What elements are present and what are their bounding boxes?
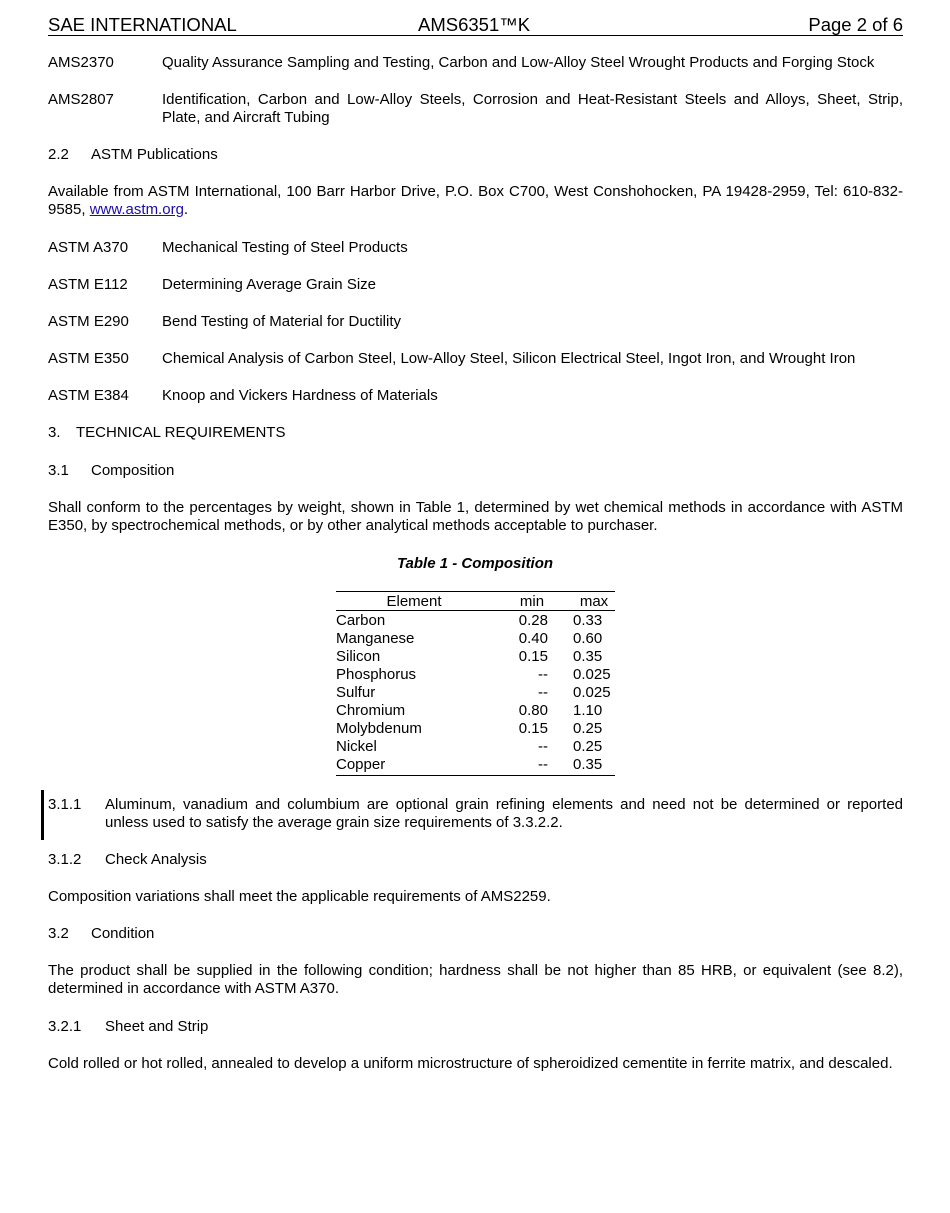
astm-website-link[interactable]: www.astm.org bbox=[89, 201, 184, 218]
table-cell-max: 0.35 bbox=[573, 756, 603, 773]
table-cell-min: 0.15 bbox=[518, 648, 548, 665]
reference-code: ASTM A370 bbox=[48, 239, 129, 256]
reference-title: Knoop and Vickers Hardness of Materials bbox=[162, 387, 438, 404]
reference-code: ASTM E350 bbox=[48, 350, 129, 367]
table-cell-min: -- bbox=[538, 684, 548, 701]
table-cell-min: 0.40 bbox=[518, 630, 548, 647]
table-cell-max: 0.35 bbox=[573, 648, 603, 665]
table-cell-max: 0.25 bbox=[573, 738, 603, 755]
reference-title: Bend Testing of Material for Ductility bbox=[162, 313, 401, 330]
section-number: 3.2.1 bbox=[48, 1018, 82, 1035]
header-page-number: Page 2 of 6 bbox=[808, 14, 903, 35]
table-cell-element: Sulfur bbox=[336, 684, 376, 701]
reference-title: Quality Assurance Sampling and Testing, Carbon and Low-Alloy Steel Wrought Products and Forging Stock bbox=[162, 54, 875, 71]
table-cell-min: 0.80 bbox=[518, 702, 548, 719]
section-title: Condition bbox=[91, 925, 155, 942]
table-cell-max: 0.60 bbox=[573, 630, 603, 647]
grain-refining-paragraph: Aluminum, vanadium and columbium are optional grain refining elements and need not be determined or reported unless used to satisfy the average grain size requirements of 3.3.2.2. bbox=[105, 796, 903, 831]
section-title: Composition bbox=[91, 462, 175, 479]
reference-code: AMS2370 bbox=[48, 54, 114, 71]
table-top-rule bbox=[336, 591, 615, 592]
availability-text: Available from ASTM International, 100 Barr Harbor Drive, P.O. Box C700, West Conshohocken, PA 19428-2959, Tel: 610-832-9585, bbox=[48, 183, 903, 218]
table-cell-element: Carbon bbox=[336, 612, 386, 629]
section-title: ASTM Publications bbox=[91, 146, 218, 163]
composition-paragraph: Shall conform to the percentages by weight, shown in Table 1, determined by wet chemical methods in accordance with ASTM E350, by spectrochemical methods, or by other analytical methods acceptable to purchaser. bbox=[48, 499, 903, 534]
table-cell-element: Copper bbox=[336, 756, 386, 773]
table-cell-min: 0.28 bbox=[518, 612, 548, 629]
table-cell-max: 0.33 bbox=[573, 612, 603, 629]
reference-title: Chemical Analysis of Carbon Steel, Low-Alloy Steel, Silicon Electrical Steel, Ingot Iron, and Wrought Iron bbox=[162, 350, 856, 367]
section-number: 3.2 bbox=[48, 925, 69, 942]
table-header-element: Element bbox=[386, 593, 442, 610]
table-header-rule bbox=[336, 610, 615, 611]
table-cell-min: -- bbox=[538, 666, 548, 683]
table-cell-element: Manganese bbox=[336, 630, 415, 647]
condition-paragraph: The product shall be supplied in the following condition; hardness shall be not higher than 85 HRB, or equivalent (see 8.2), determined in accordance with ASTM A370. bbox=[48, 962, 903, 997]
section-number: 3. bbox=[48, 424, 61, 441]
table-cell-max: 1.10 bbox=[573, 702, 603, 719]
page-header bbox=[48, 14, 903, 36]
astm-availability-paragraph bbox=[48, 183, 903, 219]
availability-suffix: . bbox=[183, 201, 189, 218]
section-title: Check Analysis bbox=[105, 851, 207, 868]
table-cell-min: -- bbox=[538, 756, 548, 773]
table-cell-min: -- bbox=[538, 738, 548, 755]
table-bottom-rule bbox=[336, 775, 615, 776]
reference-title: Determining Average Grain Size bbox=[162, 276, 376, 293]
table-cell-max: 0.025 bbox=[573, 684, 611, 701]
reference-title: Identification, Carbon and Low-Alloy Steels, Corrosion and Heat-Resistant Steels and Alloys, Sheet, Strip, Plate, and Aircraft Tubing bbox=[162, 91, 903, 126]
reference-code: ASTM E384 bbox=[48, 387, 129, 404]
reference-code: AMS2807 bbox=[48, 91, 114, 108]
section-title: TECHNICAL REQUIREMENTS bbox=[76, 424, 286, 441]
table-cell-element: Nickel bbox=[336, 738, 377, 755]
table-cell-element: Molybdenum bbox=[336, 720, 422, 737]
reference-code: ASTM E290 bbox=[48, 313, 129, 330]
check-analysis-paragraph: Composition variations shall meet the applicable requirements of AMS2259. bbox=[48, 888, 551, 905]
header-org: SAE INTERNATIONAL bbox=[48, 14, 237, 35]
table-cell-max: 0.025 bbox=[573, 666, 611, 683]
table-cell-element: Phosphorus bbox=[336, 666, 417, 683]
table-cell-element: Silicon bbox=[336, 648, 381, 665]
section-number: 2.2 bbox=[48, 146, 69, 163]
section-number: 3.1.1 bbox=[48, 796, 82, 813]
table-cell-min: 0.15 bbox=[518, 720, 548, 737]
table-header-max: max bbox=[579, 593, 609, 610]
section-number: 3.1.2 bbox=[48, 851, 82, 868]
reference-code: ASTM E112 bbox=[48, 276, 128, 293]
table-cell-max: 0.25 bbox=[573, 720, 603, 737]
revision-change-bar bbox=[41, 790, 44, 840]
table-cell-element: Chromium bbox=[336, 702, 406, 719]
section-title: Sheet and Strip bbox=[105, 1018, 209, 1035]
section-number: 3.1 bbox=[48, 462, 69, 479]
header-doc-id: AMS6351™K bbox=[418, 14, 531, 35]
reference-title: Mechanical Testing of Steel Products bbox=[162, 239, 408, 256]
table-caption: Table 1 - Composition bbox=[396, 555, 554, 572]
sheet-strip-paragraph: Cold rolled or hot rolled, annealed to develop a uniform microstructure of spheroidized cementite in ferrite matrix, and descaled. bbox=[48, 1055, 893, 1072]
table-header-min: min bbox=[519, 593, 545, 610]
